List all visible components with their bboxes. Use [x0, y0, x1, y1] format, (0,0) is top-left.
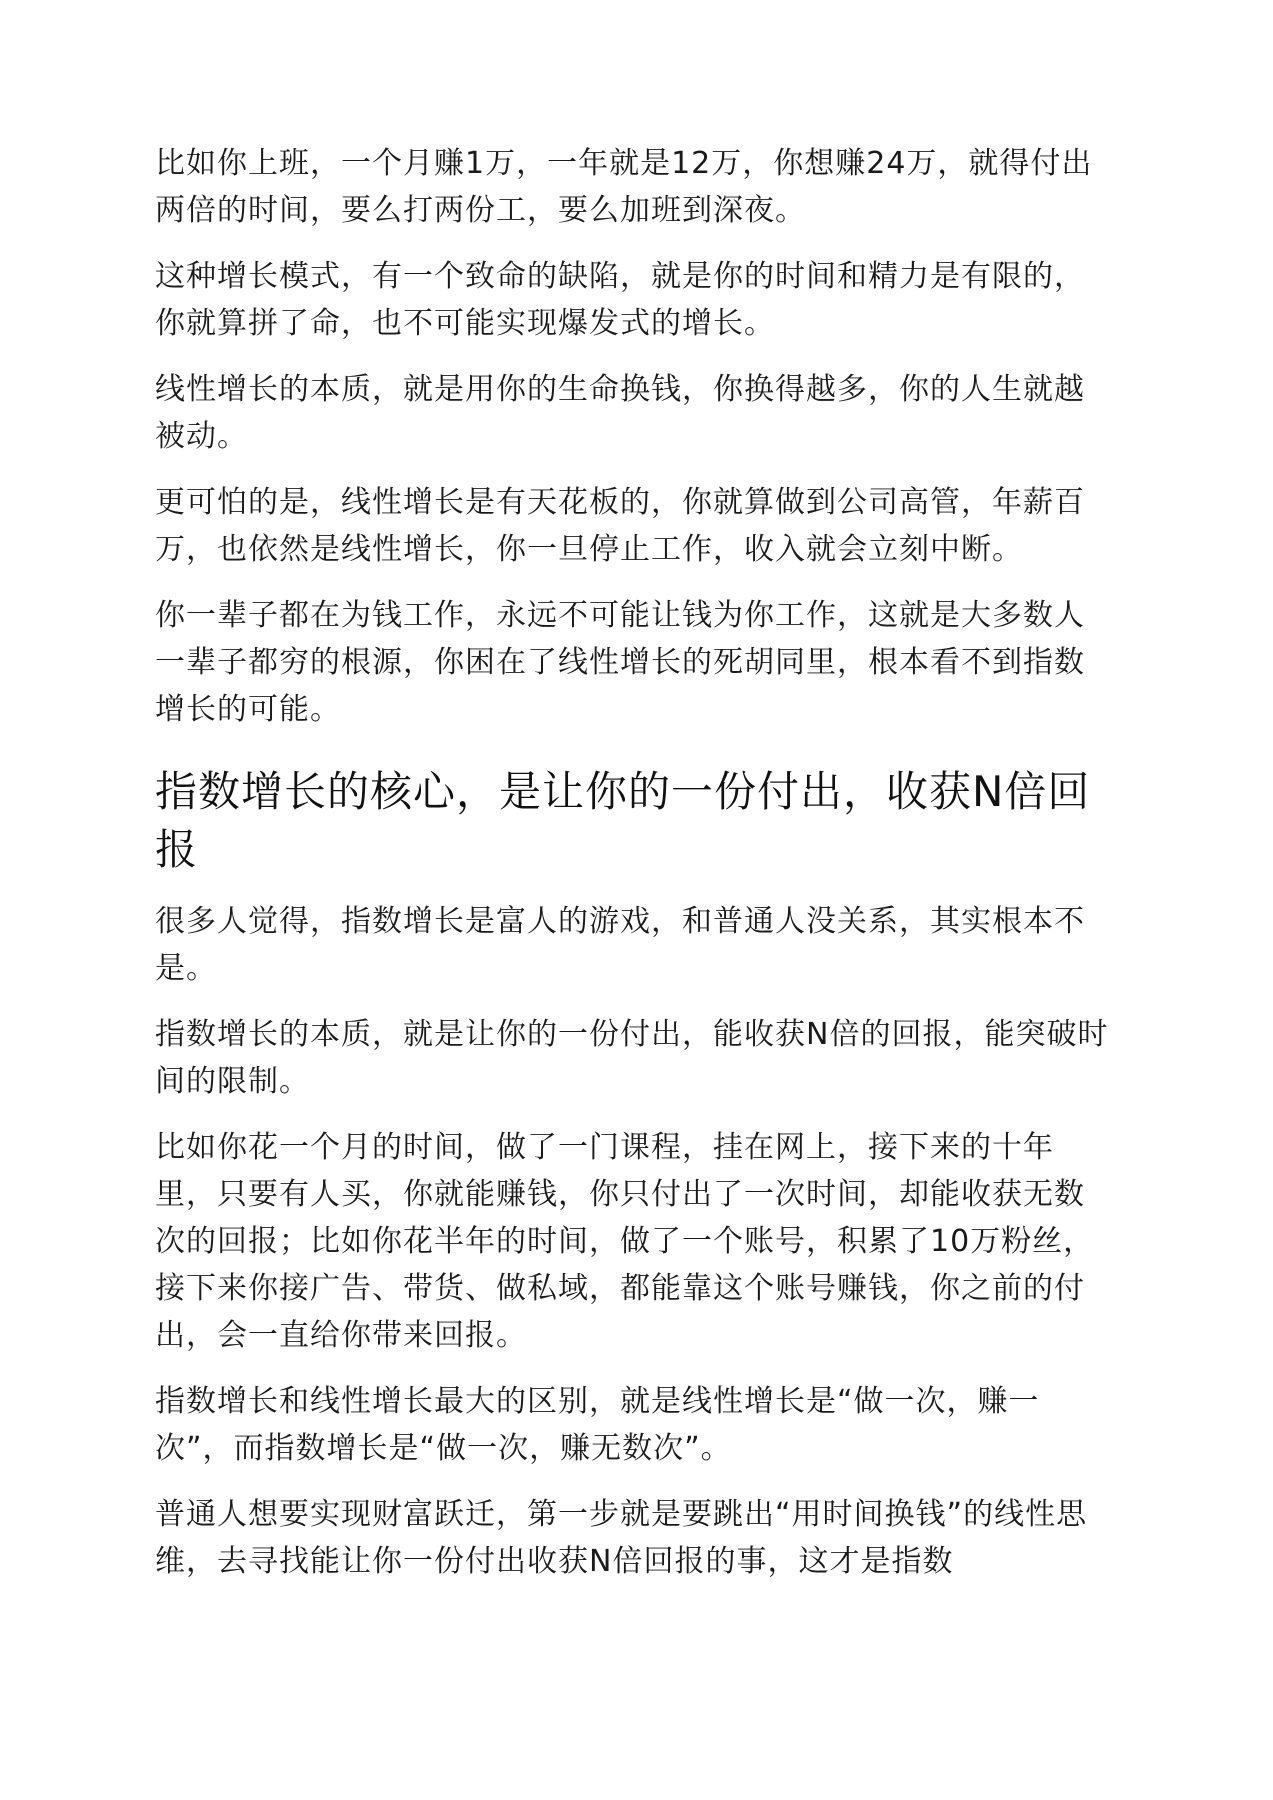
paragraph: 这种增长模式，有一个致命的缺陷，就是你的时间和精力是有限的，你就算拼了命，也不可能实现爆发式的增长。 — [155, 259, 1085, 341]
paragraph: 普通人想要实现财富跃迁，第一步就是要跳出“用时间换钱”的线性思维，去寻找能让你一份付出收获N倍回报的事，这才是指数 — [155, 1497, 1088, 1579]
paragraph: 比如你花一个月的时间，做了一门课程，挂在网上，接下来的十年里，只要有人买，你就能赚钱，你只付出了一次时间，却能收获无数次的回报；比如你花半年的时间，做了一个账号，积累了10万粉丝，接下来你接广告、带货、做私域，都能靠这个账号赚钱，你之前的付出，会一直给你带来回报。 — [155, 1130, 1095, 1353]
paragraph: 你一辈子都在为钱工作，永远不可能让钱为你工作，这就是大多数人一辈子都穷的根源，你困在了线性增长的死胡同里，根本看不到指数增长的可能。 — [155, 598, 1085, 727]
paragraph: 指数增长的本质，就是让你的一份付出，能收获N倍的回报，能突破时间的限制。 — [155, 1017, 1109, 1099]
paragraph: 很多人觉得，指数增长是富人的游戏，和普通人没关系，其实根本不是。 — [155, 904, 1085, 986]
paragraph: 指数增长和线性增长最大的区别，就是线性增长是“做一次，赚一次”，而指数增长是“做一次，赚无数次”。 — [155, 1384, 1040, 1466]
paragraph: 线性增长的本质，就是用你的生命换钱，你换得越多，你的人生就越被动。 — [155, 372, 1085, 454]
section-heading: 指数增长的核心，是让你的一份付出，收获N倍回报 — [155, 767, 1091, 874]
document-page — [155, 140, 1115, 1604]
paragraph: 比如你上班，一个月赚1万，一年就是12万，你想赚24万，就得付出两倍的时间，要么打两份工，要么加班到深夜。 — [155, 146, 1093, 228]
paragraph: 更可怕的是，线性增长是有天花板的，你就算做到公司高管，年薪百万，也依然是线性增长，你一旦停止工作，收入就会立刻中断。 — [155, 485, 1085, 567]
